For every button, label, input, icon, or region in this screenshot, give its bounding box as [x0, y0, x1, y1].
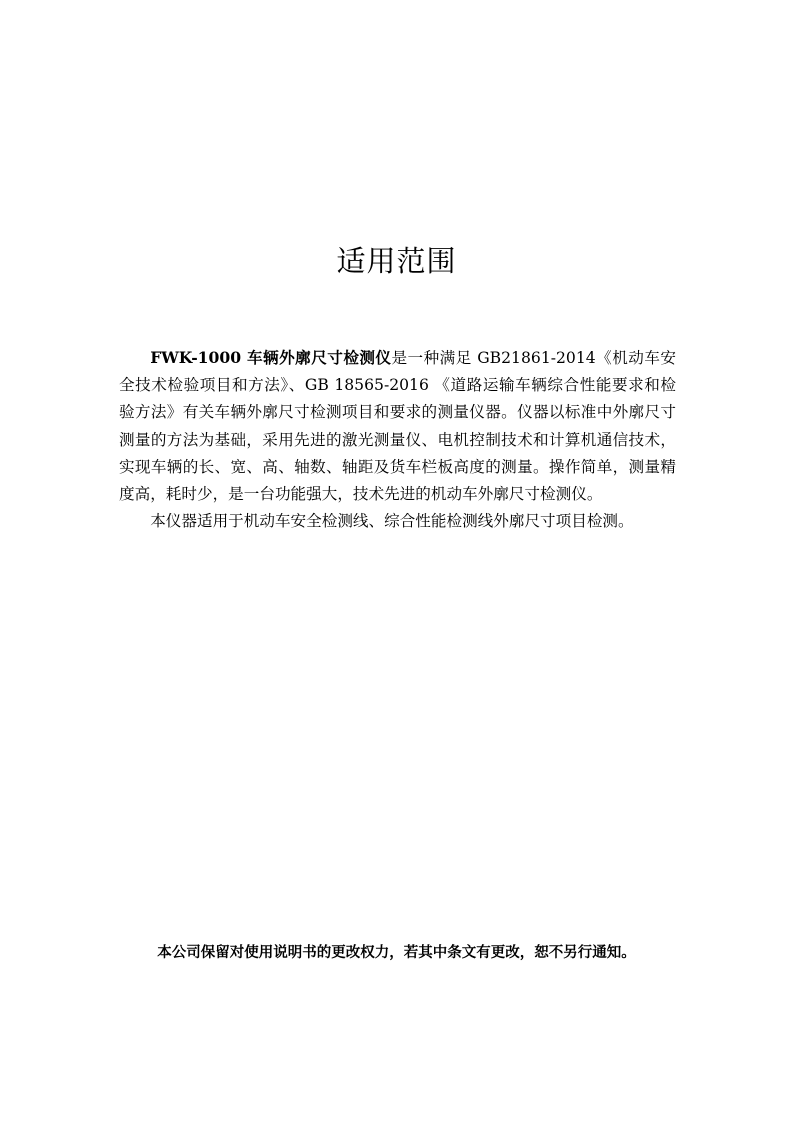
disclaimer-note: 本公司保留对使用说明书的更改权力，若其中条文有更改，恕不另行通知。 — [157, 945, 636, 961]
scope-paragraph — [119, 344, 676, 508]
page-title: 适用范围 — [336, 244, 457, 278]
product-name: FWK-1000 车辆外廓尺寸检测仪 — [150, 348, 392, 367]
application-paragraph: 本仪器适用于机动车安全检测线、综合性能检测线外廓尺寸项目检测。 — [150, 512, 634, 531]
document-body — [119, 344, 676, 535]
scope-description: 是一种满足 GB21861-2014《机动车安全技术检验项目和方法》、GB 18565-2016 《道路运输车辆综合性能要求和检验方法》有关车辆外廓尺寸检测项目和要求的测量仪器。仪器以标准中外廓尺寸测量的方法为基础，采用先进的激光测量仪、电机控制技术和计算机通信技术，实现车辆的长、宽、高、轴数、轴距及货车栏板高度的测量。操作简单，测量精度高，耗时少，是一台功能强大，技术先进的机动车外廓尺寸检测仪。 — [119, 349, 676, 504]
